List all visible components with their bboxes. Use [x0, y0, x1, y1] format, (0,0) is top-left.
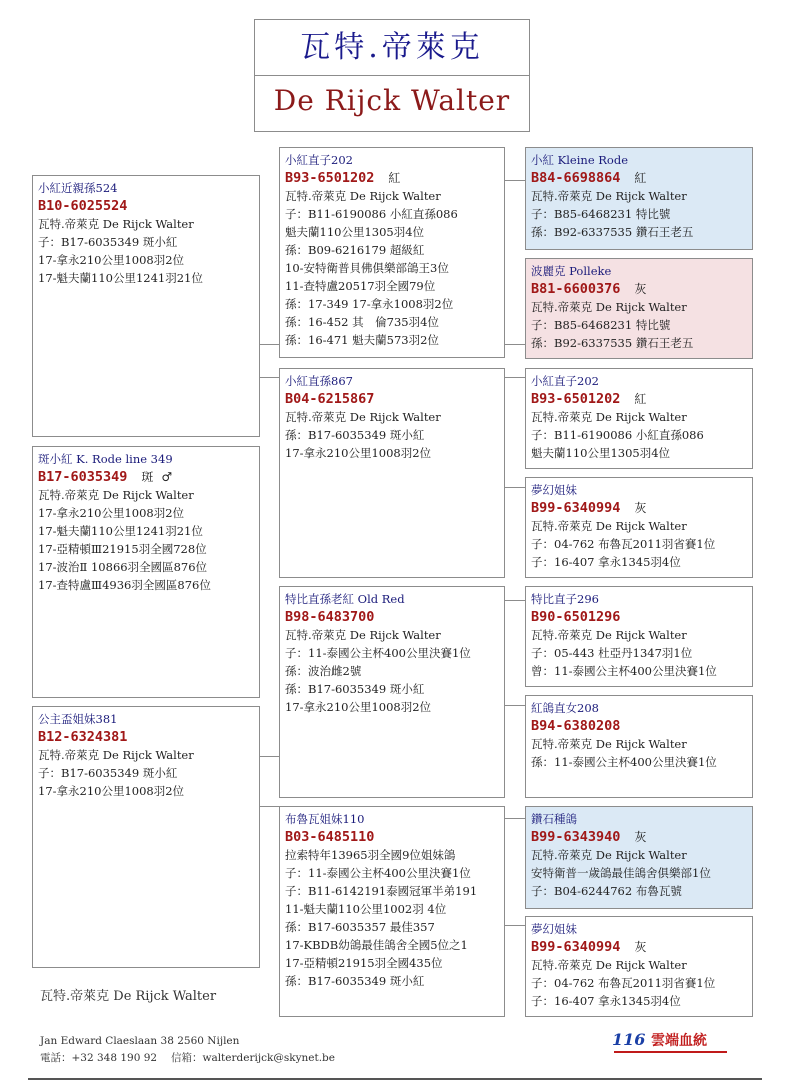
card-line: 子：16-407 拿永1345羽4位 — [531, 555, 681, 569]
card-line: 孫：B92-6337535 鑽石王老五 — [531, 336, 694, 350]
card-line: 瓦特.帝萊克 De Rijck Walter — [531, 848, 687, 862]
card-ring: B94-6380208 — [531, 718, 621, 734]
card-line: 瓦特.帝萊克 De Rijck Walter — [531, 410, 687, 424]
logo-underline — [614, 1051, 727, 1053]
card-ring: B99-6340994 灰 — [531, 939, 647, 955]
pedigree-card-dam — [32, 706, 260, 968]
card-line: 孫：B17-6035349 斑小紅 — [285, 428, 425, 442]
connector-line — [505, 818, 525, 819]
contact-line: 電話：+32 348 190 92 信箱：walterderijck@skynet.be — [40, 1052, 335, 1064]
signature: 瓦特.帝萊克 De Rijck Walter — [40, 989, 217, 1004]
connector-line — [505, 344, 525, 345]
pedigree-card-gen3-6 — [525, 695, 753, 798]
card-line: 11-魁夫蘭110公里1002羽 4位 — [285, 902, 447, 916]
card-ring: B04-6215867 — [285, 391, 375, 407]
card-name: 小紅直子202 — [285, 153, 353, 167]
card-name: 紅鴿直女208 — [531, 701, 599, 715]
card-line: 11-查特盧20517羽全國79位 — [285, 279, 436, 293]
card-ring: B99-6340994 灰 — [531, 500, 647, 516]
card-color: 灰 — [634, 940, 647, 954]
card-ring: B12-6324381 — [38, 729, 128, 745]
card-ring: B84-6698864 紅 — [531, 170, 647, 186]
card-name: 特比直孫老紅 Old Red — [285, 592, 405, 606]
card-name: 鑽石種鴿 — [531, 812, 577, 826]
pedigree-card-gen3-8 — [525, 916, 753, 1017]
logo-number: 116 — [612, 1030, 646, 1049]
connector-line — [505, 600, 525, 601]
card-line: 子：04-762 布魯瓦2011羽省賽1位 — [531, 537, 716, 551]
card-line: 17-亞精頓21915羽全國435位 — [285, 956, 443, 970]
pedigree-card-gen3-7 — [525, 806, 753, 909]
card-name: 小紅直子202 — [531, 374, 599, 388]
card-line: 曾：11-泰國公主杯400公里決賽1位 — [531, 664, 717, 678]
connector-line — [260, 756, 279, 757]
pedigree-card-gen2-4 — [279, 806, 505, 1017]
pedigree-card-gen2-1 — [279, 147, 505, 358]
card-ring: B98-6483700 — [285, 609, 375, 625]
card-line: 瓦特.帝萊克 De Rijck Walter — [531, 628, 687, 642]
card-line: 瓦特.帝萊克 De Rijck Walter — [38, 217, 194, 231]
card-name: 波麗克 Polleke — [531, 264, 612, 278]
card-line: 孫：B17-6035349 斑小紅 — [285, 974, 425, 988]
card-line: 孫：16-471 魁夫蘭573羽2位 — [285, 333, 439, 347]
card-line: 17-拿永210公里1008羽2位 — [38, 253, 185, 267]
card-line: 10-安特衛普貝佛俱樂部鴿王3位 — [285, 261, 449, 275]
title-english: De Rijck Walter — [273, 84, 511, 117]
card-line: 子：B17-6035349 斑小紅 — [38, 766, 178, 780]
logo-text: 雲端血統 — [650, 1033, 707, 1049]
card-line: 17-拿永210公里1008羽2位 — [38, 784, 185, 798]
card-ring: B93-6501202 紅 — [285, 170, 401, 186]
card-line: 17-KBDB幼鴿最佳鴿舍全國5位之1 — [285, 938, 468, 952]
card-color: 灰 — [634, 282, 647, 296]
card-line: 孫：B17-6035357 最佳357 — [285, 920, 435, 934]
card-line: 17-魁夫蘭110公里1241羽21位 — [38, 271, 203, 285]
card-line: 子：B85-6468231 特比號 — [531, 207, 671, 221]
pedigree-card-sire-sire — [32, 175, 260, 437]
card-line: 瓦特.帝萊克 De Rijck Walter — [285, 410, 441, 424]
card-line: 瓦特.帝萊克 De Rijck Walter — [38, 748, 194, 762]
connector-line — [260, 344, 279, 345]
card-line: 拉索特年13965羽全國9位姐妹鴿 — [285, 848, 456, 862]
card-color: 紅 — [634, 392, 647, 406]
card-line: 孫：B17-6035349 斑小紅 — [285, 682, 425, 696]
connector-line — [505, 180, 525, 181]
card-line: 魁夫蘭110公里1305羽4位 — [531, 446, 671, 460]
pedigree-card-gen3-3 — [525, 368, 753, 469]
card-line: 瓦特.帝萊克 De Rijck Walter — [285, 628, 441, 642]
card-line: 子：B11-6190086 小紅直孫086 — [531, 428, 704, 442]
card-line: 孫：波治雌2號 — [285, 664, 362, 678]
pedigree-card-gen3-4 — [525, 477, 753, 578]
card-ring: B03-6485110 — [285, 829, 375, 845]
pedigree-card-subject — [32, 446, 260, 698]
card-line: 子：B11-6190086 小紅直孫086 — [285, 207, 458, 221]
card-name: 小紅近親孫524 — [38, 181, 118, 195]
card-line: 魁夫蘭110公里1305羽4位 — [285, 225, 425, 239]
address: Jan Edward Claeslaan 38 2560 Nijlen — [40, 1035, 240, 1047]
card-name: 斑小紅 K. Rode line 349 — [38, 452, 173, 466]
card-line: 瓦特.帝萊克 De Rijck Walter — [531, 737, 687, 751]
bottom-rule — [28, 1078, 762, 1080]
card-name: 夢幻姐妹 — [531, 922, 577, 936]
card-line: 孫：17-349 17-拿永1008羽2位 — [285, 297, 454, 311]
pedigree-card-gen3-5 — [525, 586, 753, 687]
card-line: 17-拿永210公里1008羽2位 — [285, 700, 432, 714]
card-line: 子：05-443 杜亞丹1347羽1位 — [531, 646, 693, 660]
card-line: 子：16-407 拿永1345羽4位 — [531, 994, 681, 1008]
card-line: 瓦特.帝萊克 De Rijck Walter — [531, 300, 687, 314]
card-ring: B90-6501296 — [531, 609, 621, 625]
pedigree-card-gen2-3 — [279, 586, 505, 798]
connector-line — [505, 487, 525, 488]
contact-block — [40, 1033, 335, 1067]
card-line: 17-拿永210公里1008羽2位 — [38, 506, 185, 520]
title-box — [254, 19, 530, 132]
connector-line — [505, 925, 525, 926]
card-line: 子：B85-6468231 特比號 — [531, 318, 671, 332]
card-line: 子：B17-6035349 斑小紅 — [38, 235, 178, 249]
card-line: 孫：B92-6337535 鑽石王老五 — [531, 225, 694, 239]
card-line: 孫：11-泰國公主杯400公里決賽1位 — [531, 755, 717, 769]
card-ring: B93-6501202 紅 — [531, 391, 647, 407]
card-line: 孫：16-452 其 倫735羽4位 — [285, 315, 439, 329]
card-name: 夢幻姐妹 — [531, 483, 577, 497]
connector-line — [260, 806, 279, 807]
card-line: 17-拿永210公里1008羽2位 — [285, 446, 432, 460]
pedigree-card-gen2-2 — [279, 368, 505, 578]
connector-line — [260, 377, 279, 378]
cloud-pedigree-logo — [612, 1030, 707, 1050]
card-name: 特比直子296 — [531, 592, 599, 606]
connector-line — [505, 705, 525, 706]
card-line: 17-魁夫蘭110公里1241羽21位 — [38, 524, 203, 538]
card-line: 安特衛普一歲鴿最佳鴿舍俱樂部1位 — [531, 866, 711, 880]
title-chinese: 瓦特.帝萊克 — [300, 30, 484, 65]
card-line: 17-查特盧Ⅲ4936羽全國區876位 — [38, 578, 211, 592]
card-ring: B10-6025524 — [38, 198, 128, 214]
card-line: 瓦特.帝萊克 De Rijck Walter — [285, 189, 441, 203]
pedigree-card-gen3-2 — [525, 258, 753, 359]
card-ring: B81-6600376 灰 — [531, 281, 647, 297]
card-color: 斑 — [141, 470, 154, 484]
card-line: 子：04-762 布魯瓦2011羽省賽1位 — [531, 976, 716, 990]
card-line: 子：11-泰國公主杯400公里決賽1位 — [285, 866, 471, 880]
card-ring: B99-6343940 灰 — [531, 829, 647, 845]
card-line: 瓦特.帝萊克 De Rijck Walter — [531, 189, 687, 203]
card-color: 紅 — [634, 171, 647, 185]
card-color: 灰 — [634, 501, 647, 515]
pedigree-card-gen3-1 — [525, 147, 753, 250]
card-color: 灰 — [634, 830, 647, 844]
card-color: 紅 — [388, 171, 401, 185]
card-line: 瓦特.帝萊克 De Rijck Walter — [38, 488, 194, 502]
card-name: 小紅 Kleine Rode — [531, 153, 629, 167]
card-name: 公主盃姐妹381 — [38, 712, 118, 726]
male-icon: ♂ — [161, 470, 173, 484]
card-line: 子：B04-6244762 布魯瓦號 — [531, 884, 682, 898]
card-line: 瓦特.帝萊克 De Rijck Walter — [531, 958, 687, 972]
card-ring: B17-6035349 斑 ♂ — [38, 469, 173, 485]
card-line: 17-亞精頓Ⅲ21915羽全國728位 — [38, 542, 207, 556]
connector-line — [505, 377, 525, 378]
card-name: 布魯瓦姐妹110 — [285, 812, 365, 826]
card-name: 小紅直孫867 — [285, 374, 353, 388]
card-line: 孫：B09-6216179 超級紅 — [285, 243, 425, 257]
card-line: 子：11-泰國公主杯400公里決賽1位 — [285, 646, 471, 660]
card-line: 17-波治Ⅱ 10866羽全國區876位 — [38, 560, 208, 574]
card-line: 子：B11-6142191泰國冠軍半弟191 — [285, 884, 478, 898]
card-line: 瓦特.帝萊克 De Rijck Walter — [531, 519, 687, 533]
